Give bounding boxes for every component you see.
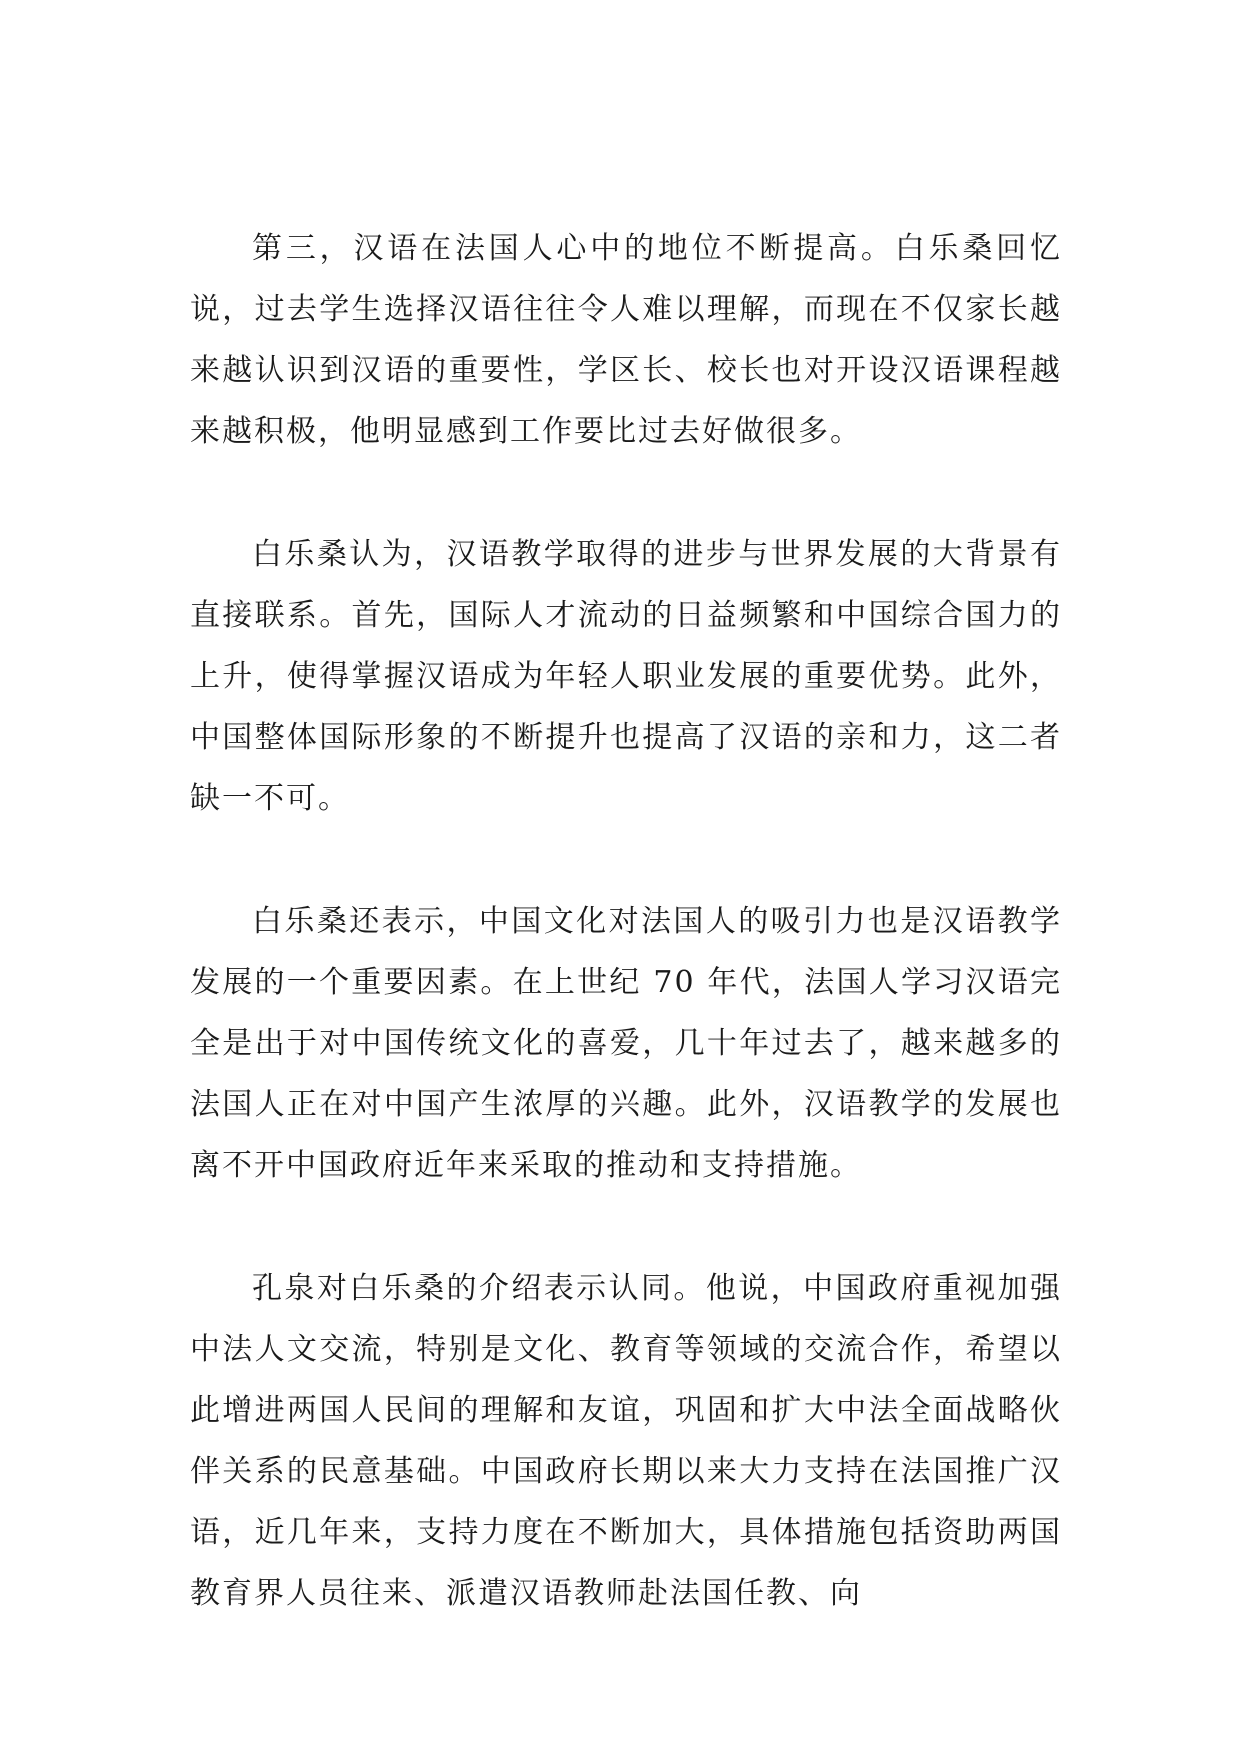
paragraph-3: 白乐桑还表示，中国文化对法国人的吸引力也是汉语教学发展的一个重要因素。在上世纪 70 年代，法国人学习汉语完全是出于对中国传统文化的喜爱，几十年过去了，越来越多的法国人正在对中国产生浓厚的兴趣。此外，汉语教学的发展也离不开中国政府近年来采取的推动和支持措施。 (190, 904, 1062, 1183)
paragraph-4: 孔泉对白乐桑的介绍表示认同。他说，中国政府重视加强中法人文交流，特别是文化、教育等领域的交流合作，希望以此增进两国人民间的理解和友谊，巩固和扩大中法全面战略伙伴关系的民意基础。中国政府长期以来大力支持在法国推广汉语，近几年来，支持力度在不断加大，具体措施包括资助两国教育界人员往来、派遣汉语教师赴法国任教、向 (190, 1271, 1062, 1611)
paragraph-1: 第三，汉语在法国人心中的地位不断提高。白乐桑回忆说，过去学生选择汉语往往令人难以理解，而现在不仅家长越来越认识到汉语的重要性，学区长、校长也对开设汉语课程越来越积极，他明显感到工作要比过去好做很多。 (190, 231, 1062, 449)
body-text (190, 218, 1062, 1624)
paragraph-2: 白乐桑认为，汉语教学取得的进步与世界发展的大背景有直接联系。首先，国际人才流动的日益频繁和中国综合国力的上升，使得掌握汉语成为年轻人职业发展的重要优势。此外，中国整体国际形象的不断提升也提高了汉语的亲和力，这二者缺一不可。 (190, 537, 1062, 816)
